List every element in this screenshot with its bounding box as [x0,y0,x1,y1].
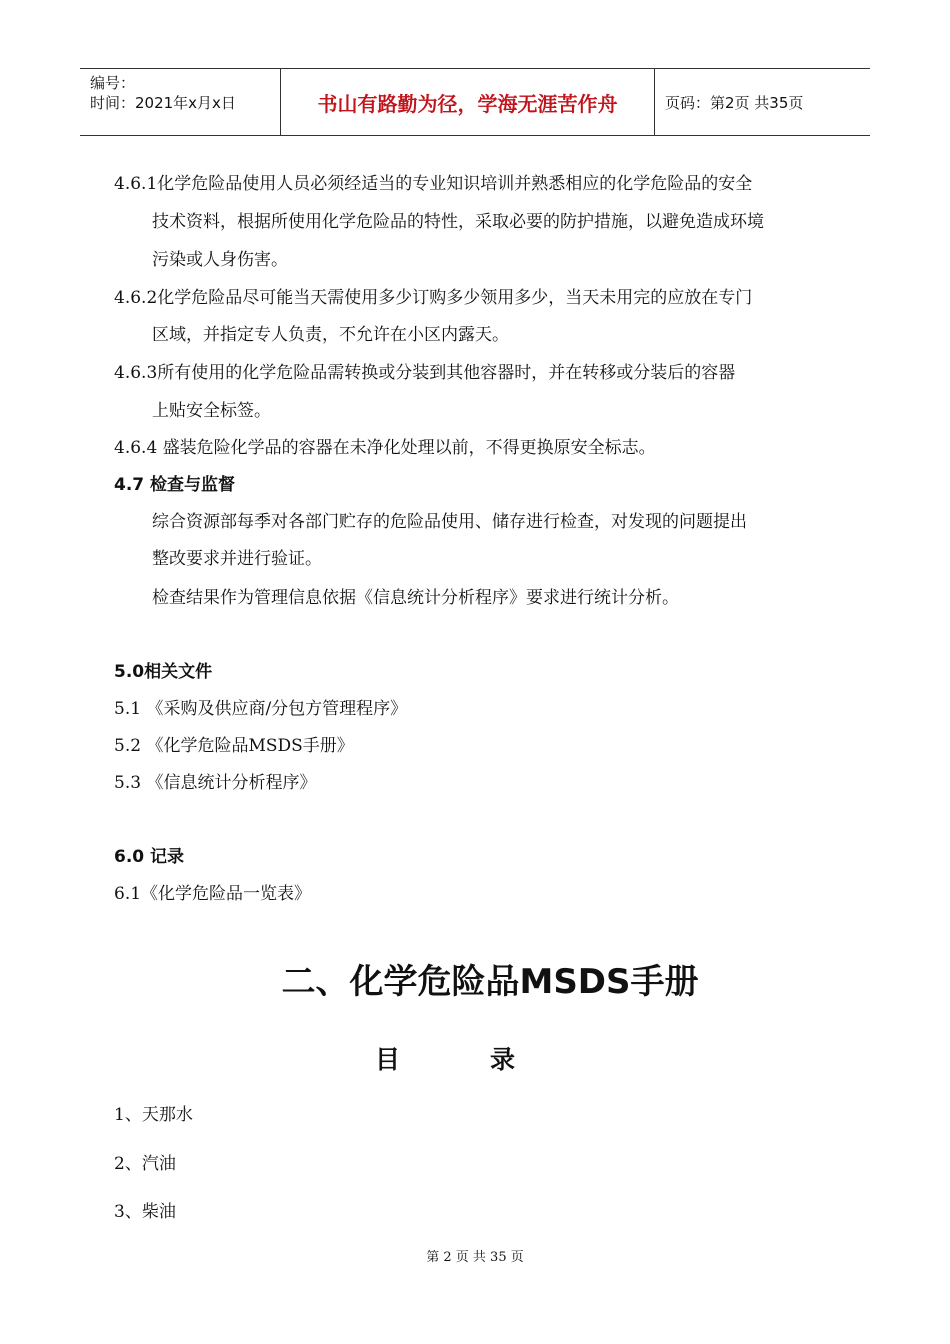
para-4-6-3-line1: 4.6.3所有使用的化学危险品需转换或分装到其他容器时，并在转移或分装后的容器 [114,363,736,383]
heading-5-0: 5.0相关文件 [114,662,213,682]
para-4-6-2-line2: 区域，并指定专人负责，不允许在小区内露天。 [152,325,509,345]
list-item: 6.1《化学危险品一览表》 [114,884,312,904]
para-4-6-1-line3: 污染或人身伤害。 [152,250,288,270]
time-label: 时间：2021年x月x日 [90,94,236,112]
manual-title: 二、化学危险品MSDS手册 [281,962,699,1002]
para-4-6-1-line2: 技术资料，根据所使用化学危险品的特性，采取必要的防护措施，以避免造成环境 [152,212,764,232]
para-4-6-1-line1: 4.6.1化学危险品使用人员必须经适当的专业知识培训并熟悉相应的化学危险品的安全 [114,174,753,194]
header-meta [80,69,281,135]
list-item: 5.3 《信息统计分析程序》 [114,773,317,793]
list-item: 5.1 《采购及供应商/分包方管理程序》 [114,699,408,719]
toc-title-char2: 录 [490,1045,516,1074]
heading-4-7: 4.7 检查与监督 [114,475,236,495]
para-4-6-4: 4.6.4 盛装危险化学品的容器在未净化处理以前，不得更换原安全标志。 [114,438,656,458]
para-4-7-line1: 综合资源部每季对各部门贮存的危险品使用、储存进行检查，对发现的问题提出 [152,512,747,532]
toc-item: 3、柴油 [114,1202,176,1222]
list-item: 5.2 《化学危险品MSDS手册》 [114,736,354,756]
toc-title-char1: 目 [375,1045,401,1074]
page-footer: 第 2 页 共 35 页 [426,1250,524,1265]
para-4-6-3-line2: 上贴安全标签。 [152,401,271,421]
toc-item: 1、天那水 [114,1105,193,1125]
toc-item: 2、汽油 [114,1154,176,1174]
para-4-6-2-line1: 4.6.2化学危险品尽可能当天需使用多少订购多少领用多少，当天未用完的应放在专门 [114,288,753,308]
header-motto: 书山有路勤为径，学海无涯苦作舟 [281,69,655,135]
number-label: 编号： [90,74,136,92]
heading-6-0: 6.0 记录 [114,847,185,867]
para-4-7-line3: 检查结果作为管理信息依据《信息统计分析程序》要求进行统计分析。 [152,588,679,608]
page-header [80,68,870,136]
header-page-info: 页码：第2页 共35页 [665,93,804,112]
para-4-7-line2: 整改要求并进行验证。 [152,549,322,569]
